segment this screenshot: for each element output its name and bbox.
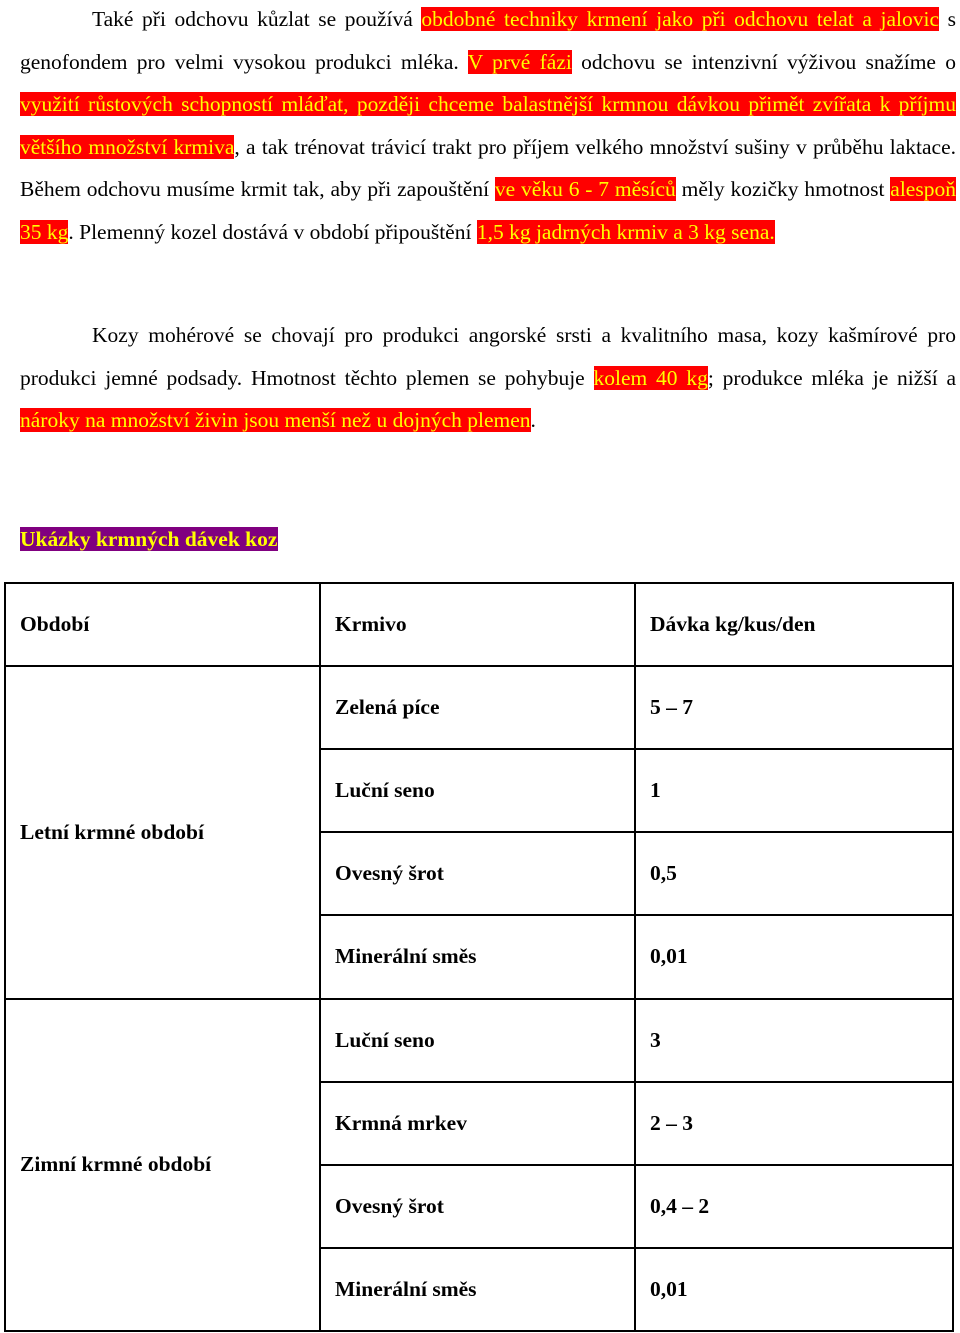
dose-cell: 1	[635, 749, 953, 832]
dose-cell: 0,01	[635, 1248, 953, 1331]
section-heading	[20, 521, 278, 557]
para1-seg: měly kozičky hmotnost	[675, 177, 891, 202]
paragraph-goat-kid-rearing	[20, 0, 956, 254]
para1-seg: s genofondem pro velmi vysokou produkci mléka.	[20, 7, 956, 74]
dose-cell: 0,5	[635, 832, 953, 915]
feed-cell: Krmná mrkev	[320, 1082, 635, 1165]
section-heading-text: Ukázky krmných dávek koz	[20, 527, 278, 551]
para1-seg: , a tak trénovat trávicí trakt pro příjem velkého množství sušiny v průběhu laktace. Během odchovu musíme krmit tak, aby při zapouštění	[20, 134, 956, 202]
feed-cell: Luční seno	[320, 749, 635, 832]
dose-cell: 2 – 3	[635, 1082, 953, 1165]
dose-cell: 0,01	[635, 915, 953, 998]
para1-highlight: V prvé fázi	[467, 49, 572, 74]
feed-cell: Ovesný šrot	[320, 1165, 635, 1248]
header-period: Období	[5, 583, 320, 666]
para1-highlight: využití růstových schopností mláďat, později chceme balastnější krmnou dávkou přimět zvířata k příjmu většího množství krmiva	[20, 92, 956, 159]
para2-seg: ; produkce mléka je nižší a	[707, 365, 956, 390]
feed-cell: Minerální směs	[320, 1248, 635, 1331]
para2-highlight: kolem 40 kg	[593, 365, 708, 390]
para1-seg: Také při odchovu kůzlat se používá	[92, 7, 422, 31]
header-dose: Dávka kg/kus/den	[635, 583, 953, 666]
para2-seg: .	[530, 408, 536, 433]
para2-seg: Kozy mohérové se chovají pro produkci angorské srsti a kvalitního masa, kozy kašmírové pro produkci jemné podsady. Hmotnost těchto plemen se pohybuje	[20, 323, 956, 390]
para1-seg: odchovu se intenzivní výživou snažíme o	[571, 49, 957, 74]
paragraph-mohair-cashmere-goats	[20, 314, 956, 442]
table-header-row	[5, 583, 953, 666]
table-row	[5, 666, 953, 749]
feed-cell: Minerální směs	[320, 915, 635, 998]
feed-cell: Luční seno	[320, 999, 635, 1082]
feed-cell: Zelená píce	[320, 666, 635, 749]
period-summer: Letní krmné období	[5, 666, 320, 998]
header-feed: Krmivo	[320, 583, 635, 666]
para1-highlight: 1,5 kg jadrných krmiv a 3 kg sena.	[476, 219, 775, 244]
period-winter: Zimní krmné období	[5, 999, 320, 1331]
para2-highlight: nároky na množství živin jsou menší než u dojných plemen	[20, 408, 531, 433]
feed-ration-table	[4, 582, 954, 1332]
feed-cell: Ovesný šrot	[320, 832, 635, 915]
para1-seg: . Plemenný kozel dostává v období připouštění	[68, 219, 477, 244]
para1-highlight: ve věku 6 - 7 měsíců	[494, 177, 676, 202]
dose-cell: 5 – 7	[635, 666, 953, 749]
dose-cell: 0,4 – 2	[635, 1165, 953, 1248]
table-row	[5, 999, 953, 1082]
para1-highlight: alespoň 35 kg	[20, 177, 956, 244]
dose-cell: 3	[635, 999, 953, 1082]
para1-highlight: obdobné techniky krmení jako při odchovu telat a jalovic	[421, 7, 940, 31]
